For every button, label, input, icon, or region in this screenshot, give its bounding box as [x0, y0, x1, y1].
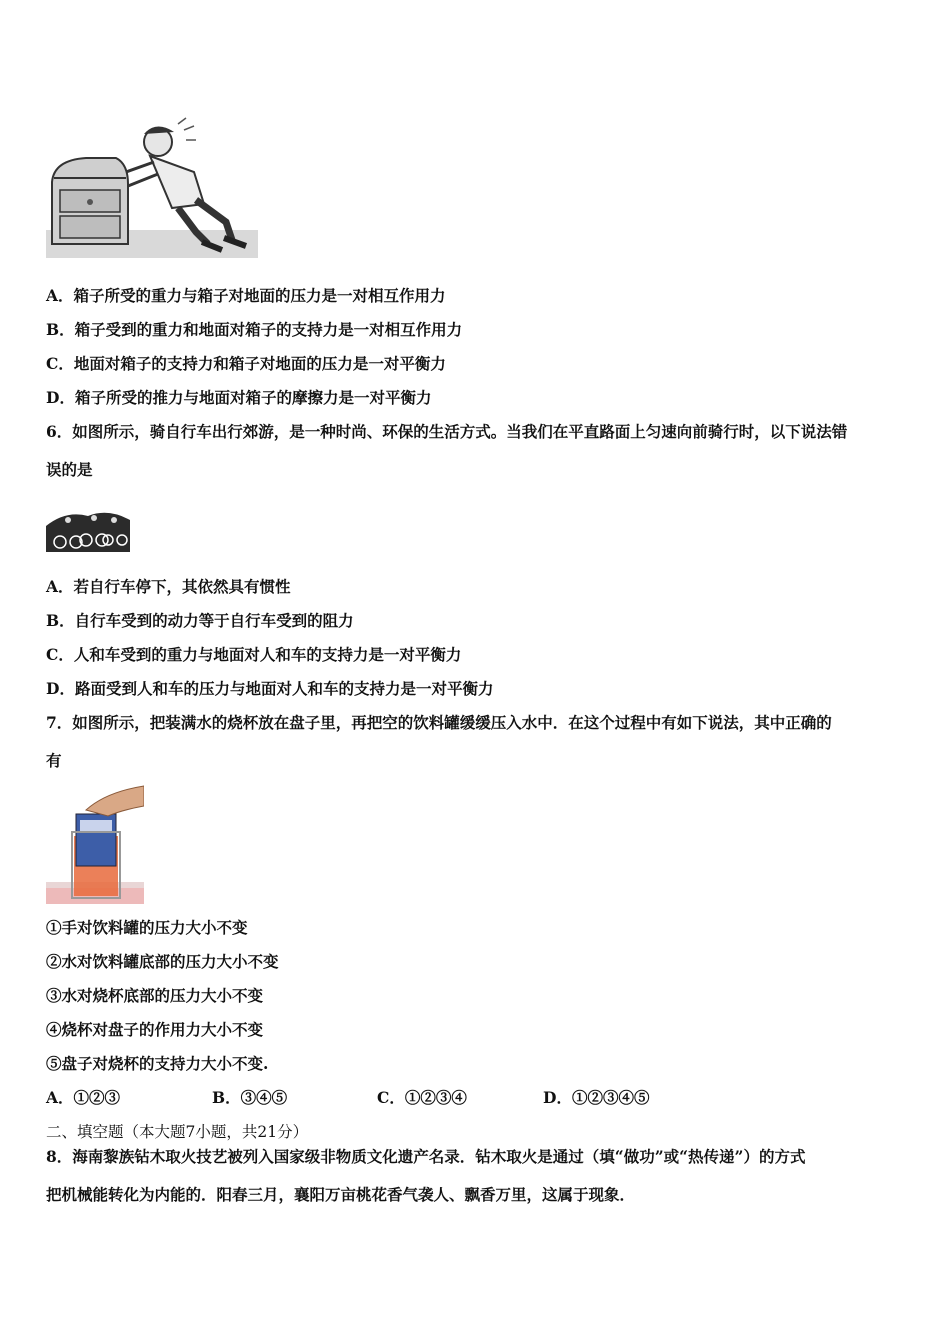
q5-option-c: C．地面对箱子的支持力和箱子对地面的压力是一对平衡力: [46, 354, 446, 373]
q6-stem-line2: 误的是: [46, 460, 93, 479]
q5-option-a: A．箱子所受的重力与箱子对地面的压力是一对相互作用力: [46, 286, 446, 305]
q7-statement-3: ③水对烧杯底部的压力大小不变: [46, 986, 264, 1005]
q7-option-a: A．①②③: [46, 1088, 121, 1107]
q7-statement-1: ①手对饮料罐的压力大小不变: [46, 918, 248, 937]
q6-option-a: A．若自行车停下，其依然具有惯性: [46, 577, 291, 596]
q7-statement-5: ⑤盘子对烧杯的支持力大小不变.: [46, 1054, 269, 1073]
section2-title: 二、填空题（本大题7小题，共21分）: [46, 1123, 309, 1141]
q7-option-b: B．③④⑤: [212, 1088, 288, 1107]
q7-option-d: D．①②③④⑤: [543, 1088, 650, 1107]
beaker-can-figure: [46, 784, 144, 904]
q5-option-b: B．箱子受到的重力和地面对箱子的支持力是一对相互作用力: [46, 320, 463, 339]
q6-option-c: C．人和车受到的重力与地面对人和车的支持力是一对平衡力: [46, 645, 462, 664]
q7-stem-line2: 有: [46, 751, 62, 770]
q6-option-b: B．自行车受到的动力等于自行车受到的阻力: [46, 611, 354, 630]
cyclists-figure: [46, 506, 130, 552]
q6-stem-line1: 6．如图所示，骑自行车出行郊游，是一种时尚、环保的生活方式。当我们在平直路面上匀速向前骑行时，以下说法错: [46, 422, 848, 441]
q7-stem-line1: 7．如图所示，把装满水的烧杯放在盘子里，再把空的饮料罐缓缓压入水中．在这个过程中有如下说法，其中正确的: [46, 713, 832, 732]
q7-statement-4: ④烧杯对盘子的作用力大小不变: [46, 1020, 264, 1039]
pushing-box-figure: [46, 112, 260, 258]
q6-option-d: D．路面受到人和车的压力与地面对人和车的支持力是一对平衡力: [46, 679, 494, 698]
q7-statement-2: ②水对饮料罐底部的压力大小不变: [46, 952, 279, 971]
q8-line1: 8．海南黎族钻木取火技艺被列入国家级非物质文化遗产名录．钻木取火是通过（填“做功”或“热传递”）的方式: [46, 1147, 806, 1166]
q5-option-d: D．箱子所受的推力与地面对箱子的摩擦力是一对平衡力: [46, 388, 432, 407]
q8-line2: 把机械能转化为内能的．阳春三月，襄阳万亩桃花香气袭人、飘香万里，这属于现象．: [46, 1185, 636, 1204]
q7-option-c: C．①②③④: [377, 1088, 467, 1107]
